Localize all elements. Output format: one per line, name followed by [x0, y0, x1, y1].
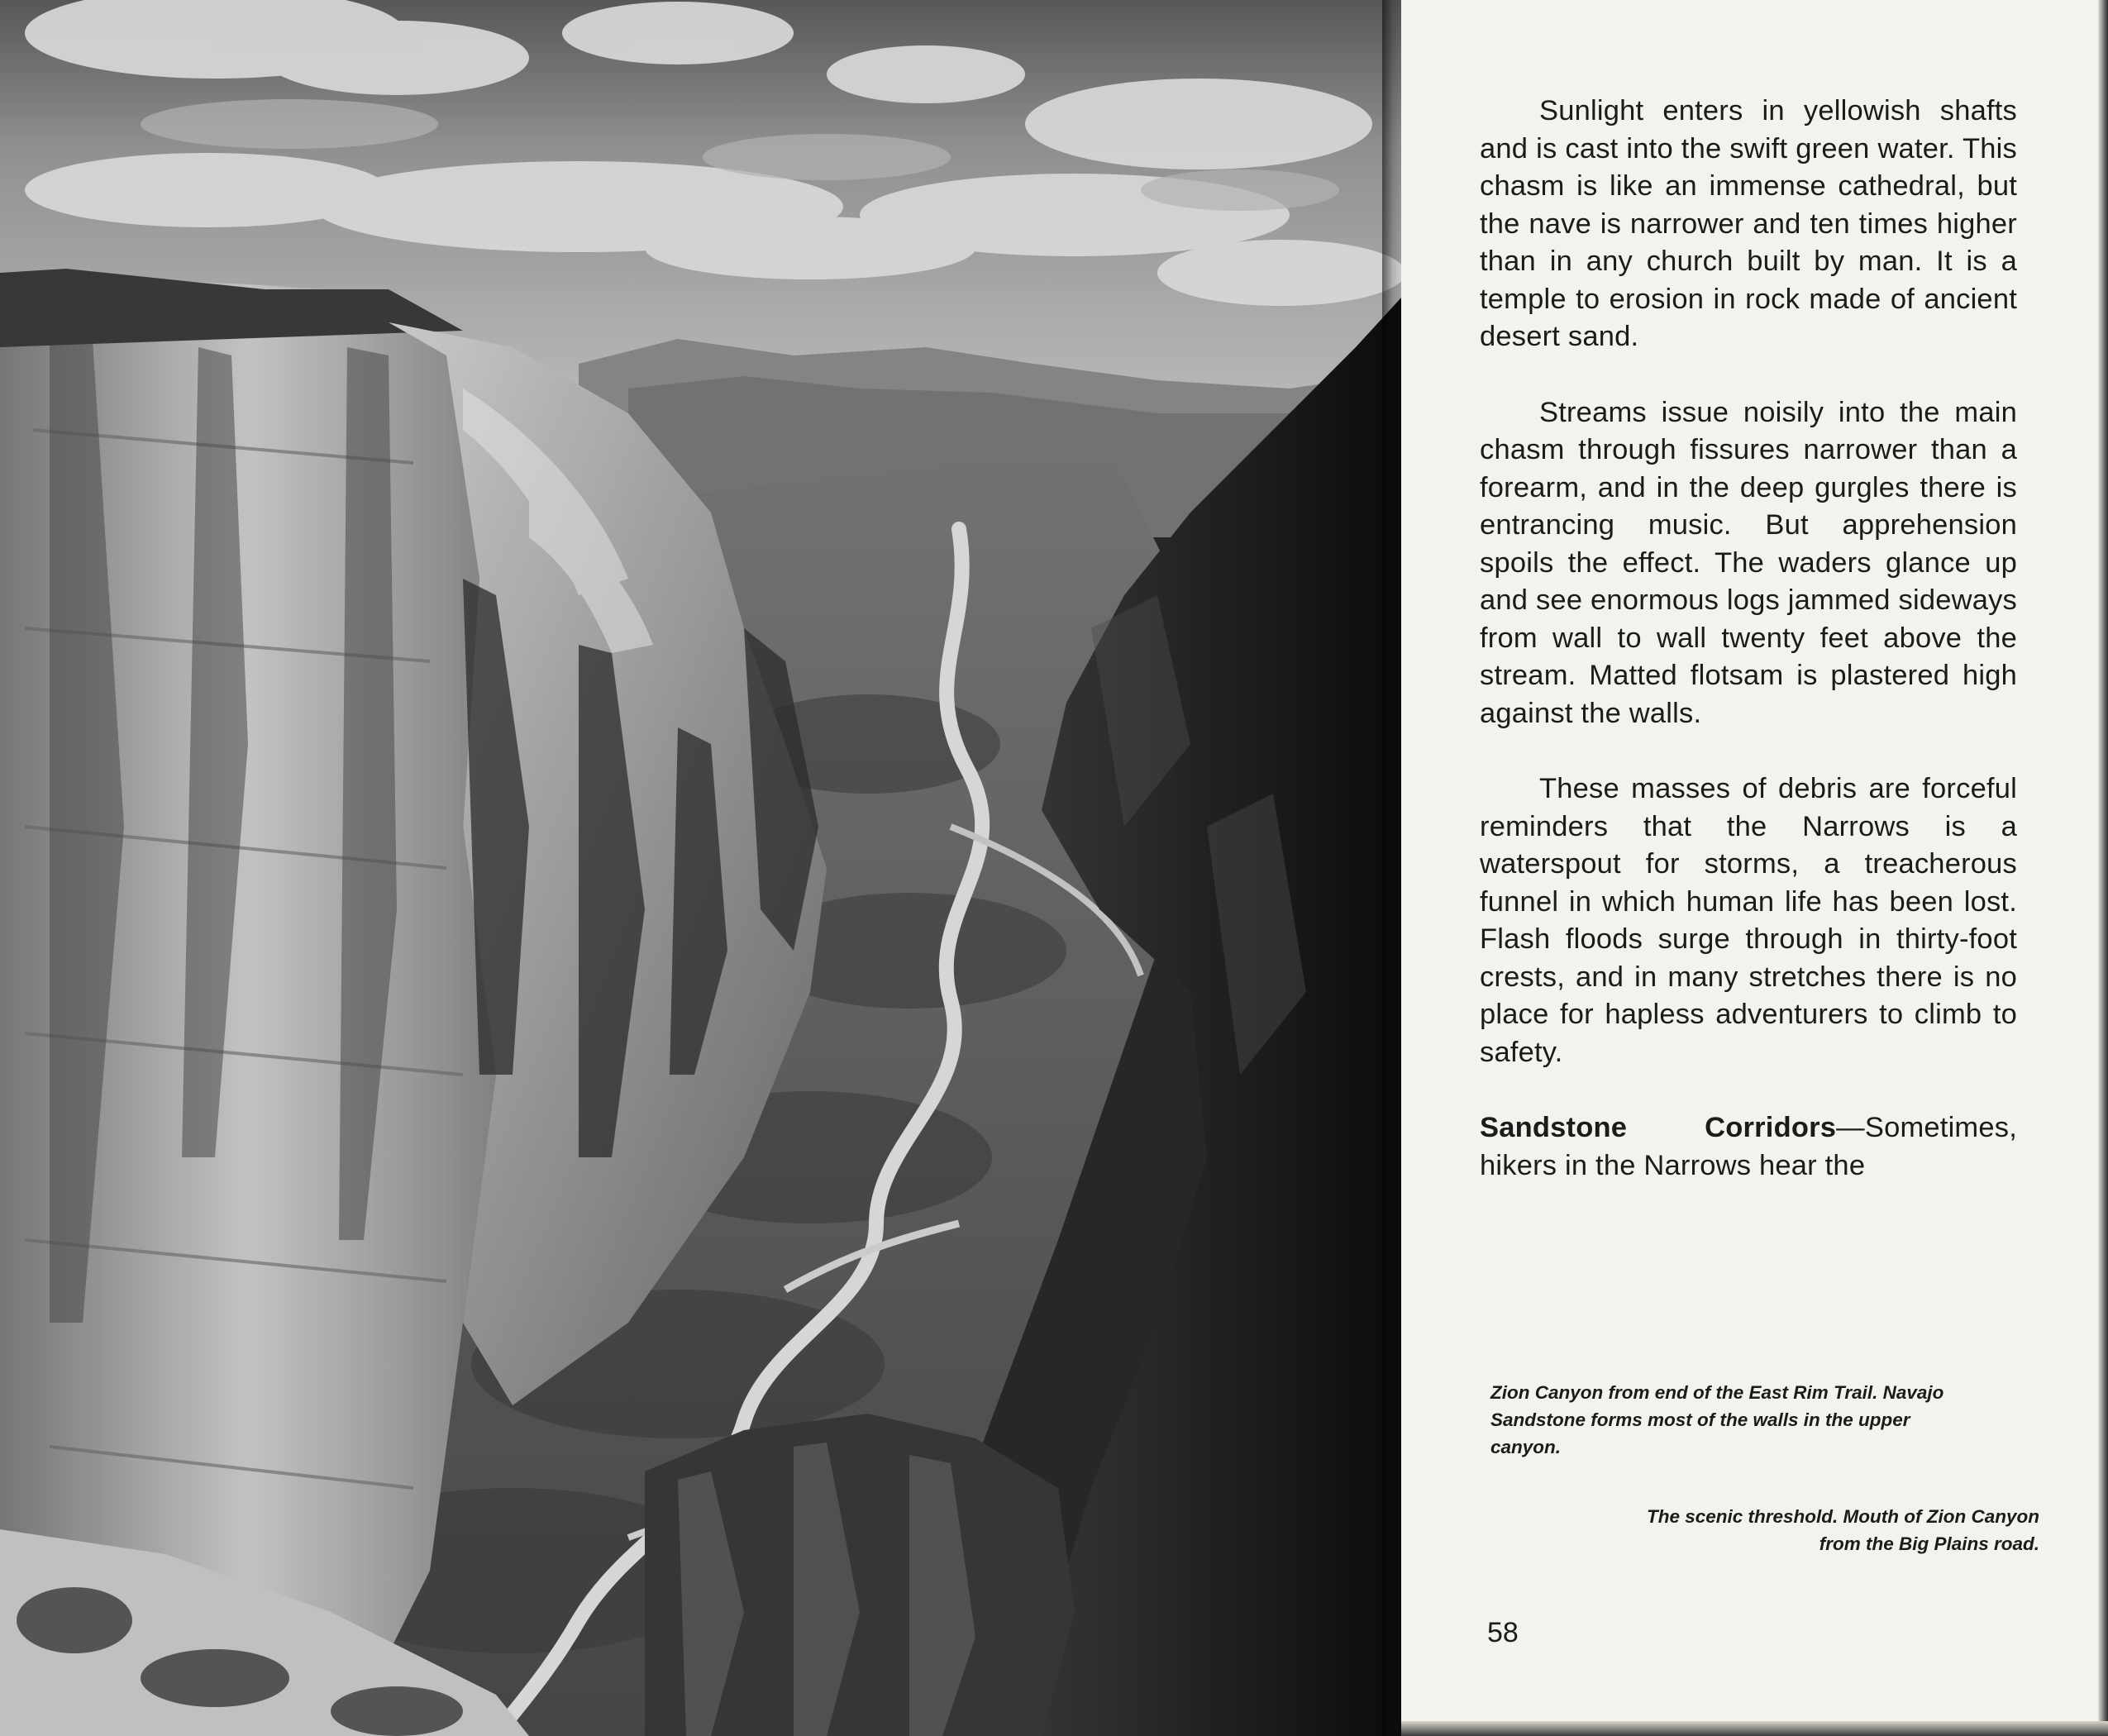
section-text: —Sometimes, hikers in the Narrows hear the — [1480, 1112, 2017, 1181]
text-page — [1401, 0, 2108, 1736]
section-paragraph — [1480, 1109, 2017, 1185]
page-edge — [2098, 0, 2108, 1736]
paragraph: Sunlight enters in yellowish shafts and is cast into the swift green water. This chasm is like an immense cathedral, but the nave is narrower and ten times higher than in any church built by man. It is a temple to erosion in rock made of ancient desert sand. — [1480, 95, 2017, 352]
body-text-column — [1480, 93, 2017, 1223]
section-heading: Sandstone Corridors — [1480, 1112, 1837, 1143]
photo-caption: The scenic threshold. Mouth of Zion Canyon from the Big Plains road. — [1646, 1506, 2039, 1554]
page-edge — [1401, 1721, 2108, 1736]
photo-caption: Zion Canyon from end of the East Rim Trail. Navajo Sandstone forms most of the walls in the upper canyon. — [1490, 1382, 1944, 1457]
paragraph: Streams issue noisily into the main chasm through fissures narrower than a forearm, and in the deep gurgles there is entrancing music. But apprehension spoils the effect. The waders glance up and see enormous logs jammed sideways from wall to wall twenty feet above the stream. Matted flotsam is plastered high against the walls. — [1480, 396, 2017, 729]
page-gutter-shadow — [1382, 0, 1401, 1736]
paragraph: These masses of debris are forceful reminders that the Narrows is a waterspout for storms, a treacherous funnel in which human life has been lost. Flash floods surge through in thirty-foot crests, and in many stretches there is no place for hapless adventurers to climb to safety. — [1480, 773, 2017, 1068]
page-number: 58 — [1487, 1617, 1519, 1648]
